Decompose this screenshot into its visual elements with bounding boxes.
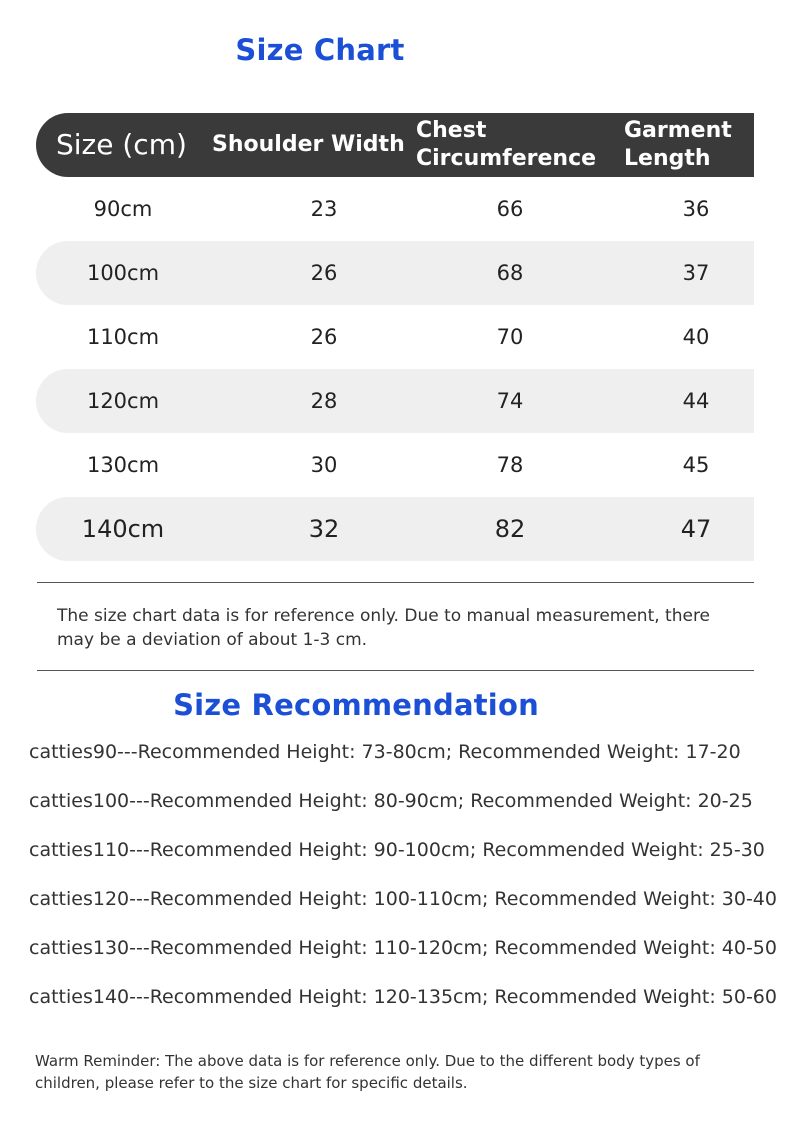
cell-shoulder-width: 26 [310, 325, 338, 349]
list-item: catties130---Recommended Height: 110-120cm; Recommended Weight: 40-50 [29, 937, 777, 959]
list-item: catties100---Recommended Height: 80-90cm; Recommended Weight: 20-25 [29, 790, 753, 812]
cell-chest: 68 [496, 261, 524, 285]
table-header [36, 113, 754, 177]
cell-length: 45 [682, 453, 710, 477]
table-row [36, 433, 754, 497]
cell-shoulder-width: 28 [310, 389, 338, 413]
list-item: catties120---Recommended Height: 100-110cm; Recommended Weight: 30-40 [29, 888, 777, 910]
header-size: Size (cm) [56, 128, 187, 161]
list-item: catties110---Recommended Height: 90-100cm; Recommended Weight: 25-30 [29, 839, 765, 861]
cell-chest: 78 [496, 453, 524, 477]
cell-size: 100cm [86, 261, 160, 285]
cell-size: 90cm [93, 197, 153, 221]
recommendation-list [29, 737, 789, 1031]
size-recommendation-title: Size Recommendation [173, 688, 539, 722]
divider-top [37, 582, 754, 583]
warm-reminder: Warm Reminder: The above data is for reference only. Due to the different body types of children, please refer to the size chart for specific details. [35, 1052, 700, 1092]
list-item: catties90---Recommended Height: 73-80cm; Recommended Weight: 17-20 [29, 741, 741, 763]
divider-bottom [37, 670, 754, 671]
cell-shoulder-width: 32 [308, 515, 340, 543]
size-table [36, 113, 754, 561]
header-shoulder-width: Shoulder Width [212, 132, 405, 157]
cell-length: 37 [682, 261, 710, 285]
cell-shoulder-width: 23 [310, 197, 338, 221]
cell-length: 36 [682, 197, 710, 221]
cell-size: 120cm [86, 389, 160, 413]
cell-chest: 74 [496, 389, 524, 413]
header-chest-circumference: Chest Circumference [416, 118, 597, 171]
header-garment-length: Garment Length [624, 118, 732, 171]
cell-length: 47 [680, 515, 712, 543]
table-row [36, 177, 754, 241]
table-row [36, 497, 754, 561]
cell-chest: 82 [494, 515, 526, 543]
cell-size: 130cm [86, 453, 160, 477]
size-chart-title: Size Chart [235, 33, 405, 67]
table-row [36, 369, 754, 433]
cell-shoulder-width: 30 [310, 453, 338, 477]
table-row [36, 241, 754, 305]
cell-length: 40 [682, 325, 710, 349]
measurement-note: The size chart data is for reference only. Due to manual measurement, there may be a deviation of about 1-3 cm. [57, 606, 711, 650]
list-item: catties140---Recommended Height: 120-135cm; Recommended Weight: 50-60 [29, 986, 777, 1008]
cell-size: 140cm [81, 515, 165, 543]
cell-size: 110cm [86, 325, 160, 349]
cell-shoulder-width: 26 [310, 261, 338, 285]
table-row [36, 305, 754, 369]
cell-length: 44 [682, 389, 710, 413]
cell-chest: 66 [496, 197, 524, 221]
cell-chest: 70 [496, 325, 524, 349]
